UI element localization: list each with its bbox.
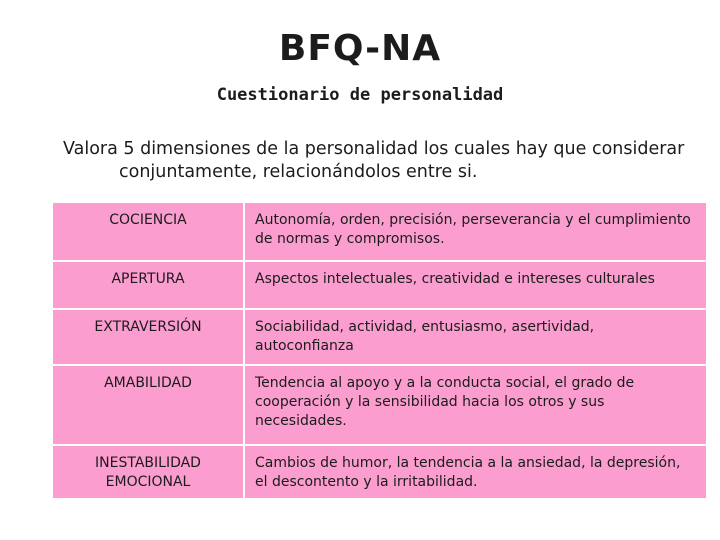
table-row [53,203,707,261]
table-row [53,445,707,499]
table-row [53,261,707,309]
dimensions-table [52,202,707,500]
table-row [53,365,707,445]
dimension-name: COCIENCIA [53,203,245,261]
slide-subtitle: Cuestionario de personalidad [216,85,504,105]
dimension-name: INESTABILIDAD EMOCIONAL [53,445,245,499]
table-row [53,309,707,365]
dimension-name: AMABILIDAD [53,365,245,445]
dimension-description: Cambios de humor, la tendencia a la ansiedad, la depresión, el descontento y la irritabilidad. [244,445,707,499]
dimension-description: Aspectos intelectuales, creatividad e intereses culturales [244,261,707,309]
dimension-description: Tendencia al apoyo y a la conducta social, el grado de cooperación y la sensibilidad hacia los otros y sus necesidades. [244,365,707,445]
slide-title: BFQ-NA [278,28,442,69]
dimension-name: APERTURA [53,261,245,309]
dimension-name: EXTRAVERSIÓN [53,309,245,365]
dimension-description: Autonomía, orden, precisión, perseverancia y el cumplimiento de normas y compromisos. [244,203,707,261]
dimension-description: Sociabilidad, actividad, entusiasmo, asertividad, autoconfianza [244,309,707,365]
intro-paragraph: Valora 5 dimensiones de la personalidad los cuales hay que considerar conjuntamente, relacionándolos entre si. [63,139,685,182]
